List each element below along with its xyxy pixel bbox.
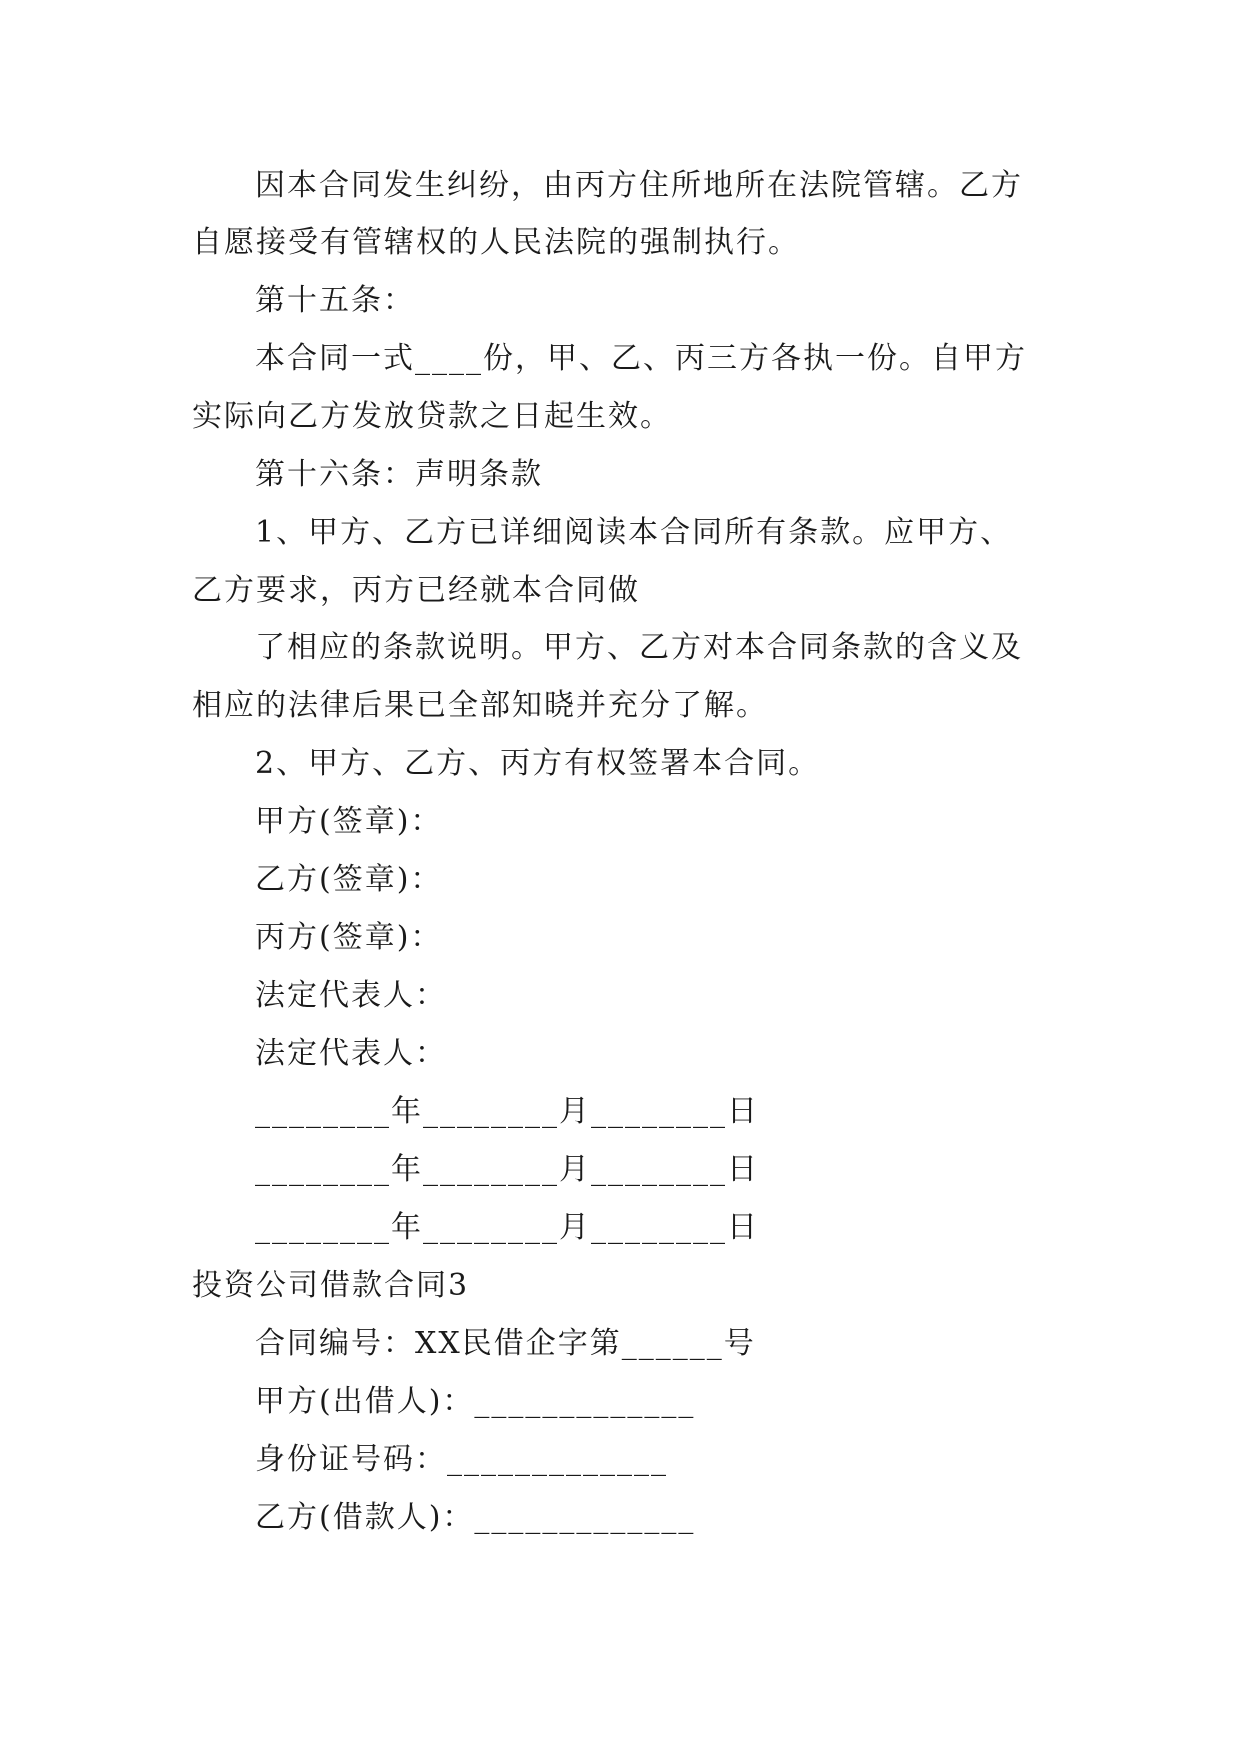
- contract-number-line: 合同编号：XX民借企字第______号: [255, 1326, 756, 1361]
- text-line: 相应的法律后果已全部知晓并充分了解。: [192, 688, 768, 723]
- text-line: 实际向乙方发放贷款之日起生效。: [192, 399, 672, 434]
- text-line: 因本合同发生纠纷，由丙方住所地所在法院管辖。乙方: [255, 168, 1023, 203]
- section-heading: 第十五条：: [255, 283, 415, 318]
- lender-line: 甲方(出借人)：_____________: [255, 1384, 696, 1419]
- text-line: 2、甲方、乙方、丙方有权签署本合同。: [255, 746, 821, 781]
- text-line: 本合同一式____份，甲、乙、丙三方各执一份。自甲方: [255, 341, 1027, 376]
- signature-line-party-c: 丙方(签章)：: [255, 920, 443, 955]
- date-line: ________年________月________日: [255, 1210, 759, 1245]
- signature-line-party-a: 甲方(签章)：: [255, 804, 443, 839]
- legal-representative-line: 法定代表人：: [255, 1036, 447, 1071]
- section-heading: 第十六条：声明条款: [255, 457, 543, 492]
- text-line: 自愿接受有管辖权的人民法院的强制执行。: [192, 225, 800, 260]
- text-line: 了相应的条款说明。甲方、乙方对本合同条款的含义及: [255, 630, 1023, 665]
- date-line: ________年________月________日: [255, 1152, 759, 1187]
- text-line: 1、甲方、乙方已详细阅读本合同所有条款。应甲方、: [255, 515, 1013, 550]
- legal-representative-line: 法定代表人：: [255, 978, 447, 1013]
- contract-title: 投资公司借款合同3: [192, 1268, 470, 1303]
- date-line: ________年________月________日: [255, 1094, 759, 1129]
- signature-line-party-b: 乙方(签章)：: [255, 862, 443, 897]
- borrower-line: 乙方(借款人)：_____________: [255, 1500, 696, 1535]
- text-line: 乙方要求，丙方已经就本合同做: [192, 573, 640, 608]
- id-number-line: 身份证号码：_____________: [255, 1442, 668, 1477]
